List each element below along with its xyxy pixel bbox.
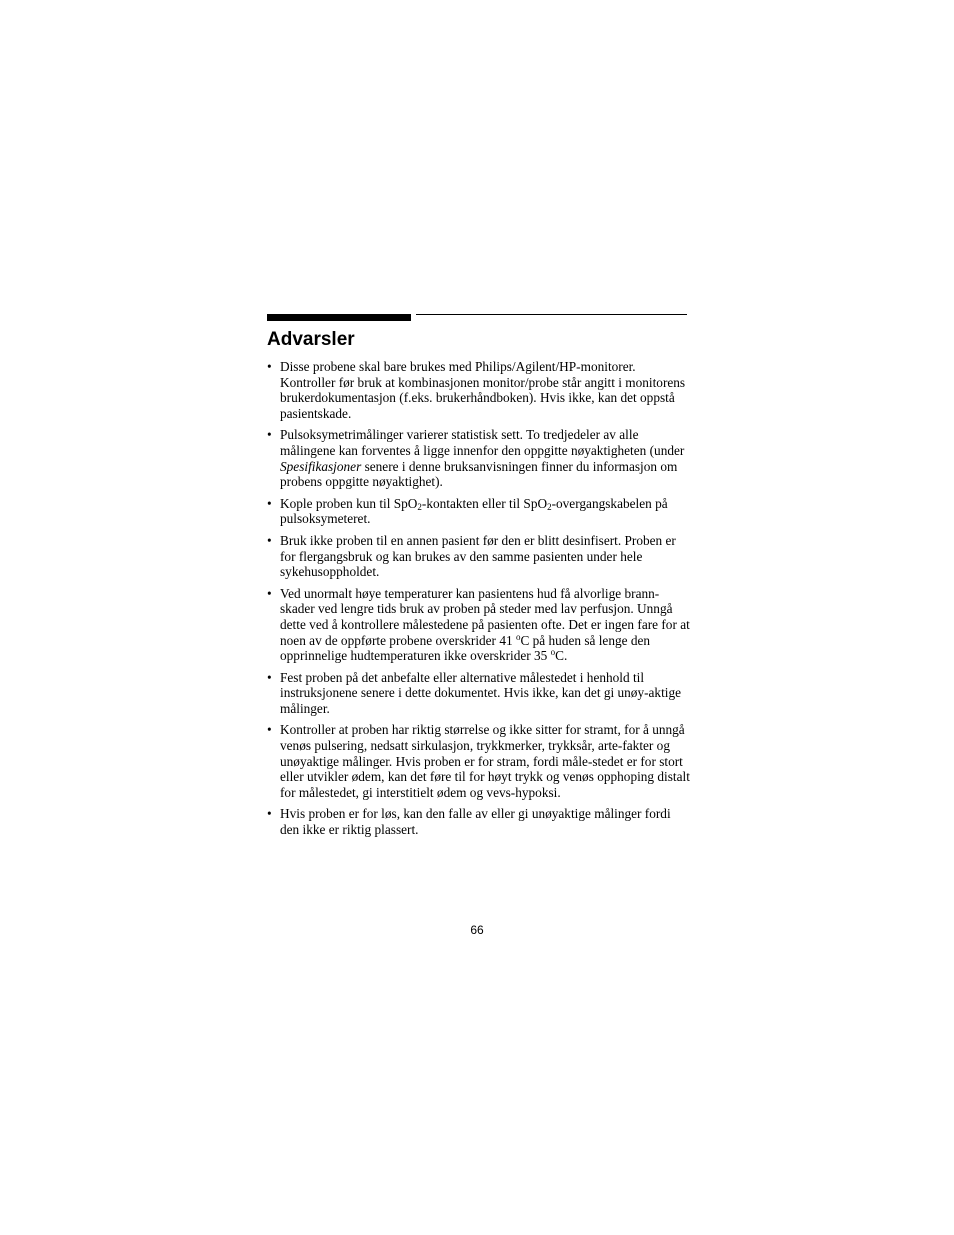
section-heading: Advarsler xyxy=(267,329,355,350)
warning-text: Kontroller at proben har riktig størrelse og ikke sitter for stramt, for å unngå venøs pulsering, nedsatt sirkulasjon, trykkmerker, trykksår, arte-fakter og unøyaktige målinger. Hvis proben er for stram, fordi måle-stedet er for stort eller utvikler ødem, kan det føre til for høyt trykk og venøs opphoping distalt for målestedet, gi interstitielt ødem og vevs-hypoksi. xyxy=(280,722,690,800)
subscript: 2 xyxy=(417,501,422,512)
bullet: • xyxy=(267,806,272,822)
subscript: 2 xyxy=(547,501,552,512)
degree-superscript: o xyxy=(550,647,556,658)
section-rule-thick xyxy=(267,314,411,321)
warning-text-part: Ved unormalt høye temperaturer kan pasientens hud få alvorlige brann-skader ved lengre tids bruk av proben på steder med lav perfusjon. Unngå dette ved å kontrollere målestedene på pasienten ofte. Det er ingen fare for at noen av de oppførte probene overskrider 41 xyxy=(280,585,690,648)
warning-text-part: C. xyxy=(555,648,568,664)
spesifikasjoner-reference: Spesifikasjoner xyxy=(280,458,362,474)
section-rule-thin xyxy=(416,314,687,315)
warning-text: Disse probene skal bare brukes med Philips/Agilent/HP-monitorer. Kontroller før bruk at kombinasjonen monitor/probe står angitt i monitorens brukerdokumentasjon (f.eks. brukerhåndboken). Hvis ikke, kan det oppstå pasientskade. xyxy=(280,359,686,421)
page-number: 66 xyxy=(470,923,484,937)
warning-text-part: senere i denne bruksanvisningen finner du informasjon om probens oppgitte nøyaktighet). xyxy=(280,458,678,490)
warning-text: Hvis proben er for løs, kan den falle av eller gi unøyaktige målinger fordi den ikke er riktig plassert. xyxy=(280,806,671,838)
warning-text: Bruk ikke proben til en annen pasient før den er blitt desinfisert. Proben er for flergangsbruk og kan brukes av den samme pasienten under hele sykehusoppholdet. xyxy=(280,532,676,580)
warning-text-part: Pulsoksymetrimålinger varierer statistisk sett. To tredjedeler av alle målingene kan forventes å ligge innenfor den oppgitte nøyaktigheten (under xyxy=(280,427,685,458)
warning-text: Fest proben på det anbefalte eller alternative målestedet i henhold til instruksjonene senere i dette dokumentet. Hvis ikke, kan det gi unøy-aktige målinger. xyxy=(280,669,682,716)
warning-text-part: C på huden så lenge den opprinnelige hudtemperaturen ikke overskrider 35 xyxy=(280,632,651,664)
warning-item-7 xyxy=(267,722,691,800)
warning-item-3 xyxy=(267,496,691,527)
bullet: • xyxy=(267,722,272,738)
warning-item-5 xyxy=(267,586,691,664)
warning-item-8 xyxy=(267,806,691,837)
bullet: • xyxy=(267,427,272,443)
warnings-list xyxy=(267,359,691,844)
bullet: • xyxy=(267,495,272,511)
bullet: • xyxy=(267,669,272,685)
bullet: • xyxy=(267,359,272,374)
warning-item-6 xyxy=(267,670,691,717)
warning-item-1 xyxy=(267,359,691,421)
bullet: • xyxy=(267,532,272,548)
warning-item-4 xyxy=(267,533,691,580)
warning-item-2 xyxy=(267,427,691,489)
warning-text-part: -overgangskabelen på pulsoksymeteret. xyxy=(280,495,668,527)
warning-text-part: Kople proben kun til SpO xyxy=(280,495,418,511)
warning-text-part: -kontakten eller til SpO xyxy=(421,495,548,511)
bullet: • xyxy=(267,585,272,601)
degree-superscript: o xyxy=(515,631,521,642)
